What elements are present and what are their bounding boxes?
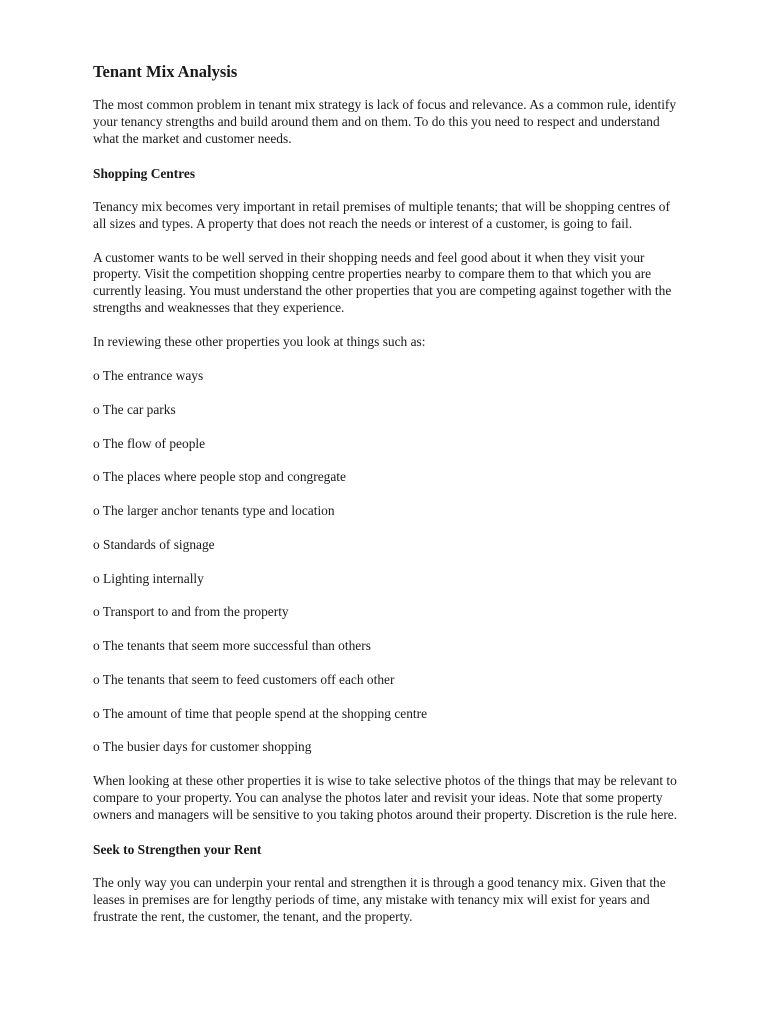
list-item: o The amount of time that people spend at the shopping centre: [93, 705, 428, 721]
paragraph-underpin-rental: The only way you can underpin your rental and strengthen it is through a good tenancy mix. Given that the leases in premises are for lengthy periods of time, any mistake with tenancy mix will exist for years and frustrate the rent, the customer, the tenant, and the property.: [93, 874, 666, 924]
list-item: o The flow of people: [93, 435, 206, 451]
paragraph-customer-wants: A customer wants to be well served in their shopping needs and feel good about it when they visit your property. Visit the competition shopping centre properties nearby to compare them to that which you are currently leasing. You must understand the other properties that you are competing against together with the strengths and weaknesses that they experience.: [93, 249, 672, 316]
list-item: o The larger anchor tenants type and location: [93, 503, 335, 519]
list-item: o The tenants that seem to feed customers off each other: [93, 671, 395, 687]
paragraph-photos: When looking at these other properties it is wise to take selective photos of the things that may be relevant to compare to your property. You can analyse the photos later and revisit your ideas. Note that some property owners and managers will be sensitive to you taking photos around their property. Discretion is the rule here.: [93, 773, 678, 822]
section-heading-shopping-centres: Shopping Centres: [93, 165, 196, 181]
list-item: o Lighting internally: [93, 570, 204, 586]
list-item: o The entrance ways: [93, 368, 204, 384]
list-item: o Transport to and from the property: [93, 604, 289, 620]
list-item: o The tenants that seem more successful than others: [93, 638, 371, 654]
paragraph-tenancy-mix: Tenancy mix becomes very important in retail premises of multiple tenants; that will be shopping centres of all sizes and types. A property that does not reach the needs or interest of a customer, is going to fail.: [93, 198, 670, 231]
paragraph-reviewing: In reviewing these other properties you look at things such as:: [93, 334, 426, 350]
list-item: o Standards of signage: [93, 536, 215, 552]
section-heading-strengthen-rent: Seek to Strengthen your Rent: [93, 841, 262, 857]
intro-paragraph: The most common problem in tenant mix strategy is lack of focus and relevance. As a common rule, identify your tenancy strengths and build around them and on them. To do this you need to respect and understand what the market and customer needs.: [93, 97, 677, 146]
review-list: [93, 368, 678, 756]
document-title: Tenant Mix Analysis: [93, 62, 238, 81]
list-item: o The places where people stop and congregate: [93, 469, 346, 485]
list-item: o The car parks: [93, 401, 176, 417]
document-page: [93, 62, 678, 943]
list-item: o The busier days for customer shopping: [93, 739, 312, 755]
